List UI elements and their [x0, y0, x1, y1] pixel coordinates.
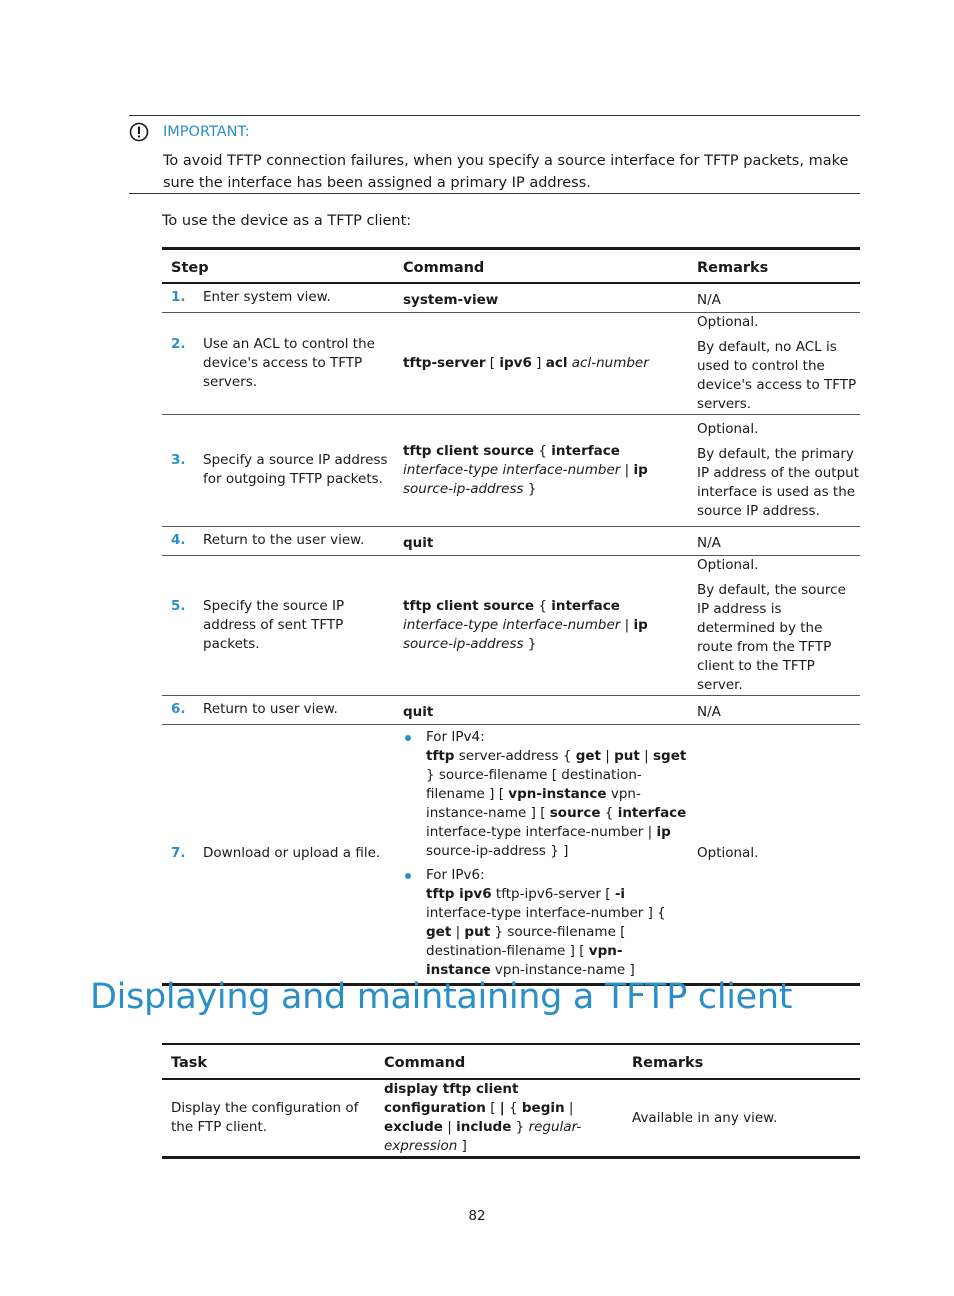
- list-item: For IPv6: tftp ipv6 tftp-ipv6-server [ -i interface-type interface-number ] { get | put } source-filename [ destination-filename ] [ vpn-instance vpn-instance-name ]: [403, 866, 687, 980]
- remarks-cell: N/A: [697, 703, 721, 720]
- display-maintain-table: [162, 1043, 860, 1159]
- table-row: [162, 312, 860, 414]
- important-notice: [129, 115, 860, 194]
- remarks-cell: Optional.: [697, 845, 759, 861]
- table-row: [162, 555, 860, 695]
- remarks-cell: Available in any view.: [632, 1109, 778, 1126]
- table-row: [162, 414, 860, 526]
- step-number: 6.: [171, 701, 186, 717]
- remarks-cell: N/A: [697, 291, 721, 308]
- table-header-row: [162, 249, 860, 284]
- list-item: For IPv4: tftp server-address { get | put | sget } source-filename [ destination-filename ] [ vpn-instance vpn-instance-name ] [ source { interface interface-type interface-number | ip source-ip-address } ]: [403, 728, 687, 861]
- step-number: 4.: [171, 532, 186, 548]
- step-number: 1.: [171, 289, 186, 306]
- table-row: [162, 526, 860, 555]
- exclamation-circle-icon: [129, 122, 149, 142]
- command-cell: display tftp client configuration [ | { begin | exclude | include } regular-expression ]: [384, 1081, 582, 1154]
- remarks-cell: Optional. By default, the primary IP address of the output interface is used as the source IP address.: [697, 420, 860, 519]
- command-cell: tftp client source { interface interface-type interface-number | ip source-ip-address }: [403, 597, 648, 652]
- tftp-client-config-table: [162, 247, 860, 986]
- table-row: [162, 724, 860, 984]
- step-text: Download or upload a file.: [203, 845, 381, 861]
- section-title: Displaying and maintaining a TFTP client: [90, 977, 793, 1017]
- step-number: 2.: [171, 335, 186, 352]
- command-variant-list: [403, 728, 687, 980]
- table-row: [162, 695, 860, 724]
- page-number: 82: [468, 1208, 486, 1224]
- step-number: 3.: [171, 452, 186, 468]
- step-text: Enter system view.: [203, 289, 331, 306]
- command-cell: [403, 724, 697, 984]
- step-number: 7.: [171, 845, 186, 861]
- header-remarks: Remarks: [697, 249, 860, 284]
- step-text: Return to user view.: [203, 701, 338, 717]
- command-cell: quit: [403, 534, 434, 551]
- remarks-cell: Optional. By default, the source IP address is determined by the route from the TFTP client to the TFTP server.: [697, 556, 846, 693]
- command-cell: tftp client source { interface interface-type interface-number | ip source-ip-address }: [403, 442, 648, 497]
- step-text: Use an ACL to control the device's access to TFTP servers.: [203, 335, 375, 390]
- step-text: Specify a source IP address for outgoing TFTP packets.: [203, 452, 388, 487]
- intro-text: To use the device as a TFTP client:: [162, 213, 412, 229]
- step-text: Return to the user view.: [203, 532, 365, 548]
- command-cell: tftp-server [ ipv6 ] acl acl-number: [403, 354, 649, 371]
- header-remarks: Remarks: [632, 1044, 860, 1079]
- important-label: IMPORTANT:: [163, 124, 250, 140]
- header-command: Command: [384, 1044, 632, 1079]
- table-row: [162, 1079, 860, 1158]
- command-cell: quit: [403, 703, 434, 720]
- table-row: [162, 283, 860, 312]
- header-command: Command: [403, 249, 697, 284]
- remarks-cell: Optional. By default, no ACL is used to control the device's access to TFTP servers.: [697, 313, 857, 412]
- task-cell: Display the configuration of the FTP client.: [171, 1100, 359, 1135]
- command-cell: system-view: [403, 291, 499, 308]
- header-step: Step: [162, 249, 403, 284]
- table-header-row: [162, 1044, 860, 1079]
- header-task: Task: [162, 1044, 384, 1079]
- step-number: 5.: [171, 597, 186, 614]
- step-text: Specify the source IP address of sent TFTP packets.: [203, 597, 345, 652]
- important-text: To avoid TFTP connection failures, when you specify a source interface for TFTP packets, make sure the interface has been assigned a primary IP address.: [163, 153, 849, 191]
- remarks-cell: N/A: [697, 534, 721, 551]
